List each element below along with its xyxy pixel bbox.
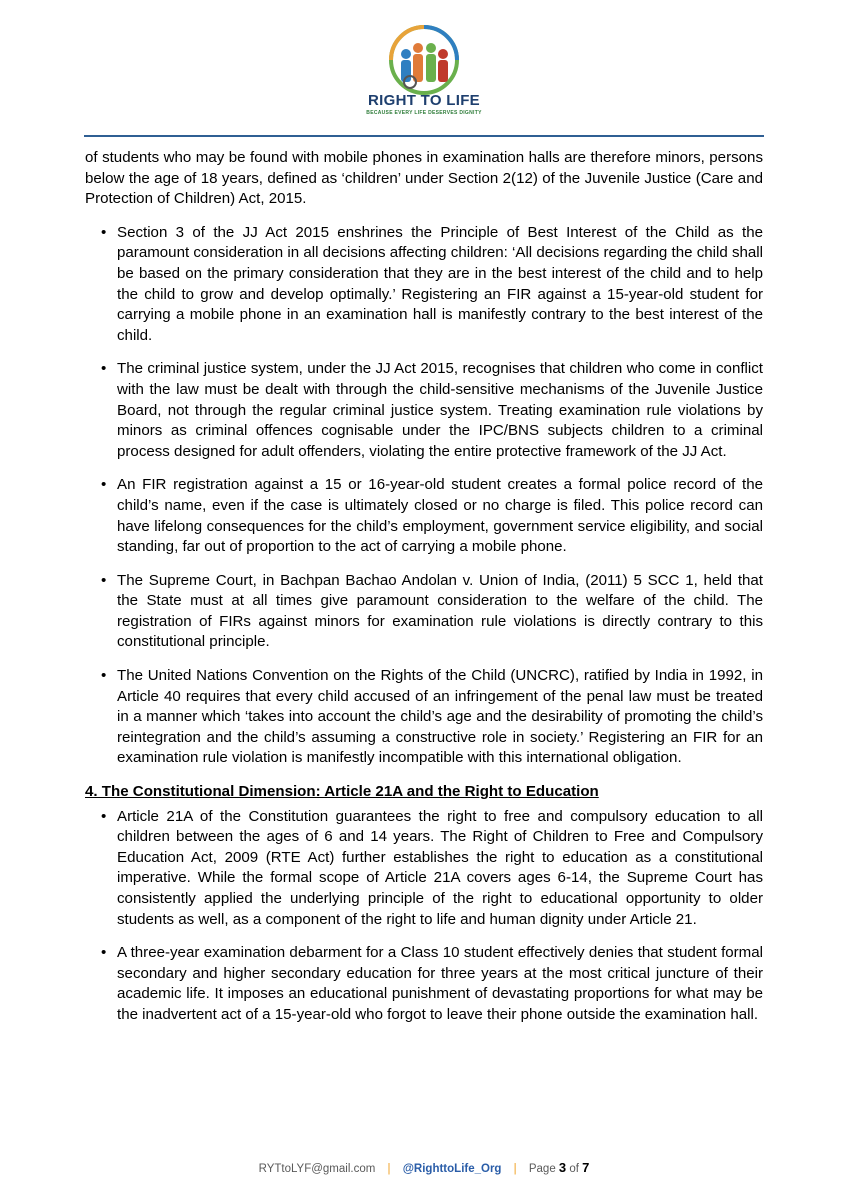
section-heading: 4. The Constitutional Dimension: Article 21A and the Right to Education: [85, 783, 599, 801]
page-of-label: of: [569, 1163, 579, 1175]
footer-separator: |: [513, 1163, 517, 1175]
bullet-item: • Article 21A of the Constitution guarantees the right to free and compulsory education to all children between the ages of 6 and 14 years. The Right of Children to Free and Compulsory Education Act, 2009 (RTE Act) further establishes the right to education as a constitutional imperative. While the formal scope of Article 21A covers ages 6-14, the Supreme Court has consistently applied the underlying principle of the right to educational opportunity to older students as well, as a component of the right to life and human dignity under Article 21.: [85, 807, 763, 931]
right-to-life-logo-icon: [376, 24, 472, 96]
jj-act-bullet-list: [85, 223, 763, 769]
bullet-item: • A three-year examination debarment for a Class 10 student effectively denies that student formal secondary and higher secondary education for three years at the most critical juncture of their academic life. It imposes an educational punishment of devastating proportions for what may be the inadvertent act of a 15-year-old who forgot to leave their phone outside the examination hall.: [85, 943, 763, 1025]
brand-tagline: BECAUSE EVERY LIFE DESERVES DIGNITY: [366, 110, 482, 116]
page-header: [0, 0, 848, 136]
document-body: [85, 148, 763, 1039]
page-total: 7: [582, 1160, 590, 1175]
footer-social-handle: @RighttoLife_Org: [402, 1163, 502, 1175]
page-label: Page: [528, 1163, 556, 1175]
brand-name: RIGHT TO LIFE: [368, 92, 480, 109]
footer-separator: |: [387, 1163, 391, 1175]
bullet-item: • Section 3 of the JJ Act 2015 enshrines the Principle of Best Interest of the Child as the paramount consideration in all decisions affecting children: ‘All decisions regarding the child shall be based on the primary consideration that they are in the best interest of the child and to help the child to grow and develop optimally.’ Registering an FIR against a 15-year-old student for carrying a mobile phone in an examination hall is manifestly contrary to the best interest of the child.: [85, 223, 763, 347]
header-divider: [84, 135, 764, 137]
bullet-item: • The Supreme Court, in Bachpan Bachao Andolan v. Union of India, (2011) 5 SCC 1, held that the State must at all times give paramount consideration to the welfare of the child. The registration of FIRs against minors for examination rule violations is directly contrary to this constitutional principle.: [85, 571, 763, 653]
page-footer: [0, 1160, 848, 1175]
bullet-item: • An FIR registration against a 15 or 16-year-old student creates a formal police record of the child’s name, even if the case is ultimately closed or no charge is filed. This police record can have lifelong consequences for the child’s employment, government service eligibility, and social standing, far out of proportion to the act of carrying a mobile phone.: [85, 475, 763, 557]
footer-email: RYTtoLYF@gmail.com: [258, 1163, 376, 1175]
intro-paragraph: of students who may be found with mobile phones in examination halls are therefore minors, persons below the age of 18 years, defined as ‘children’ under Section 2(12) of the Juvenile Justice (Care and Protection of Children) Act, 2015.: [85, 149, 763, 208]
bullet-item: • The criminal justice system, under the JJ Act 2015, recognises that children who come in conflict with the law must be dealt with through the child-sensitive mechanisms of the Juvenile Justice Board, not through the regular criminal justice system. Treating examination rule violations by minors as criminal offences cognisable under the IPC/BNS subjects children to a criminal process designed for adult offenders, violating the entire protective framework of the JJ Act.: [85, 359, 763, 462]
section4-bullet-list: [85, 807, 763, 1026]
page-number: 3: [558, 1160, 567, 1175]
bullet-item: • The United Nations Convention on the Rights of the Child (UNCRC), ratified by India in 1992, in Article 40 requires that every child accused of an infringement of the penal law must be treated in a manner which ‘takes into account the child’s age and the desirability of promoting the child’s reintegration and the child’s assuming a constructive role in society.’ Registering an FIR for an examination rule violation is manifestly incompatible with this international obligation.: [85, 666, 763, 769]
